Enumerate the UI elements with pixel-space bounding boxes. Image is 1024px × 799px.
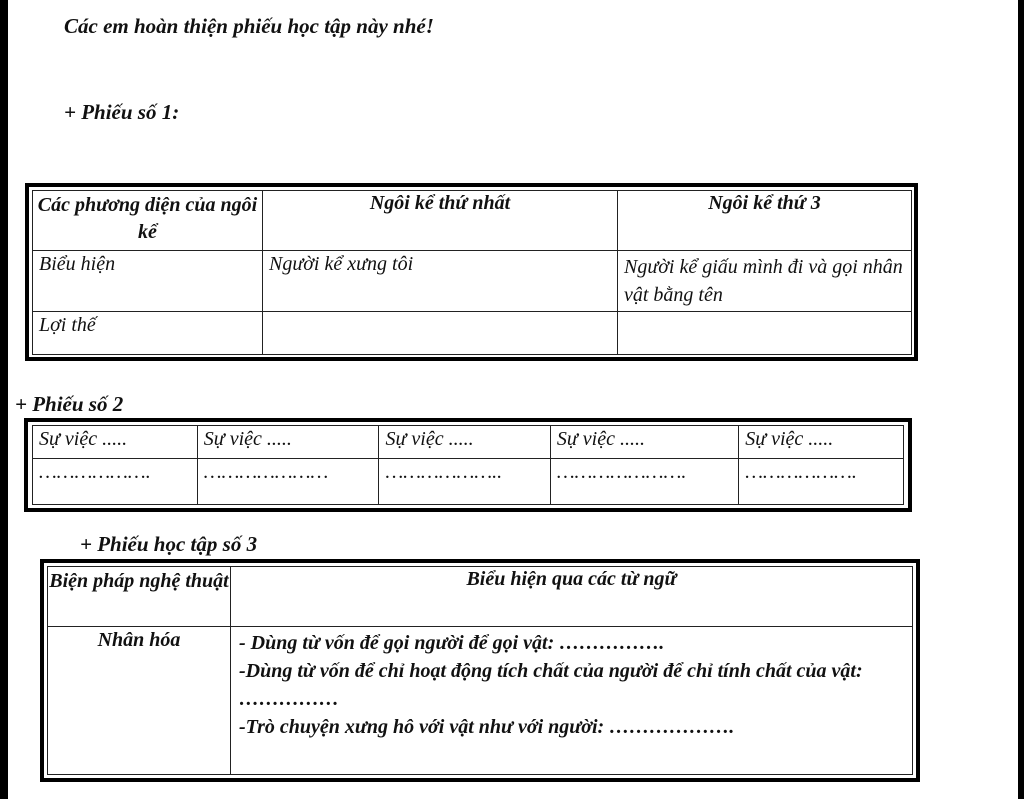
sheet1-cell-empty [263, 312, 618, 355]
sheet3-header-technique: Biện pháp nghệ thuật [48, 567, 231, 627]
sheet2-table [32, 425, 904, 505]
sheet2-blank-line: ……………….. [379, 459, 550, 505]
sheet2-event-cell: Sự việc ..... [379, 426, 550, 459]
sheet2-heading: + Phiếu số 2 [15, 392, 124, 416]
sheet2-blank-line: ………………. [33, 459, 198, 505]
sheet1-table [32, 190, 912, 355]
sheet1-cell: Người kể xưng tôi [263, 251, 618, 312]
sheet3-expression-cell [231, 627, 913, 775]
sheet3-heading: + Phiếu học tập số 3 [80, 532, 258, 556]
sheet3-line: - Dùng từ vốn để gọi người để gọi vật: ……………. [239, 632, 665, 654]
sheet2-event-cell: Sự việc ..... [550, 426, 738, 459]
sheet1-heading: + Phiếu số 1: [64, 100, 180, 124]
sheet1-header-first-person: Ngôi kể thứ nhất [263, 191, 618, 251]
sheet3-header-expression: Biểu hiện qua các từ ngữ [231, 567, 913, 627]
sheet1-header-aspect: Các phương diện của ngôi kể [33, 191, 263, 251]
sheet3-technique-label: Nhân hóa [48, 627, 231, 775]
sheet1-cell-empty [618, 312, 912, 355]
page-title: Các em hoàn thiện phiếu học tập này nhé! [64, 14, 434, 38]
sheet1-row-label: Lợi thế [33, 312, 263, 355]
worksheet-page [8, 0, 1018, 799]
sheet3-table [47, 566, 913, 775]
sheet2-blank-line: ………………… [197, 459, 379, 505]
sheet1-row-label: Biểu hiện [33, 251, 263, 312]
sheet2-event-cell: Sự việc ..... [739, 426, 904, 459]
sheet1-header-third-person: Ngôi kể thứ 3 [618, 191, 912, 251]
sheet2-event-cell: Sự việc ..... [33, 426, 198, 459]
sheet2-blank-line: …………………. [550, 459, 738, 505]
sheet3-line: -Dùng từ vốn để chỉ hoạt động tích chất của người để chỉ tính chất của vật: …………… [239, 660, 863, 710]
sheet1-cell: Người kể giấu mình đi và gọi nhân vật bằng tên [618, 251, 912, 312]
sheet2-event-cell: Sự việc ..... [197, 426, 379, 459]
sheet3-line: -Trò chuyện xưng hô với vật như với người: ………………. [239, 716, 735, 738]
sheet2-blank-line: ………………. [739, 459, 904, 505]
